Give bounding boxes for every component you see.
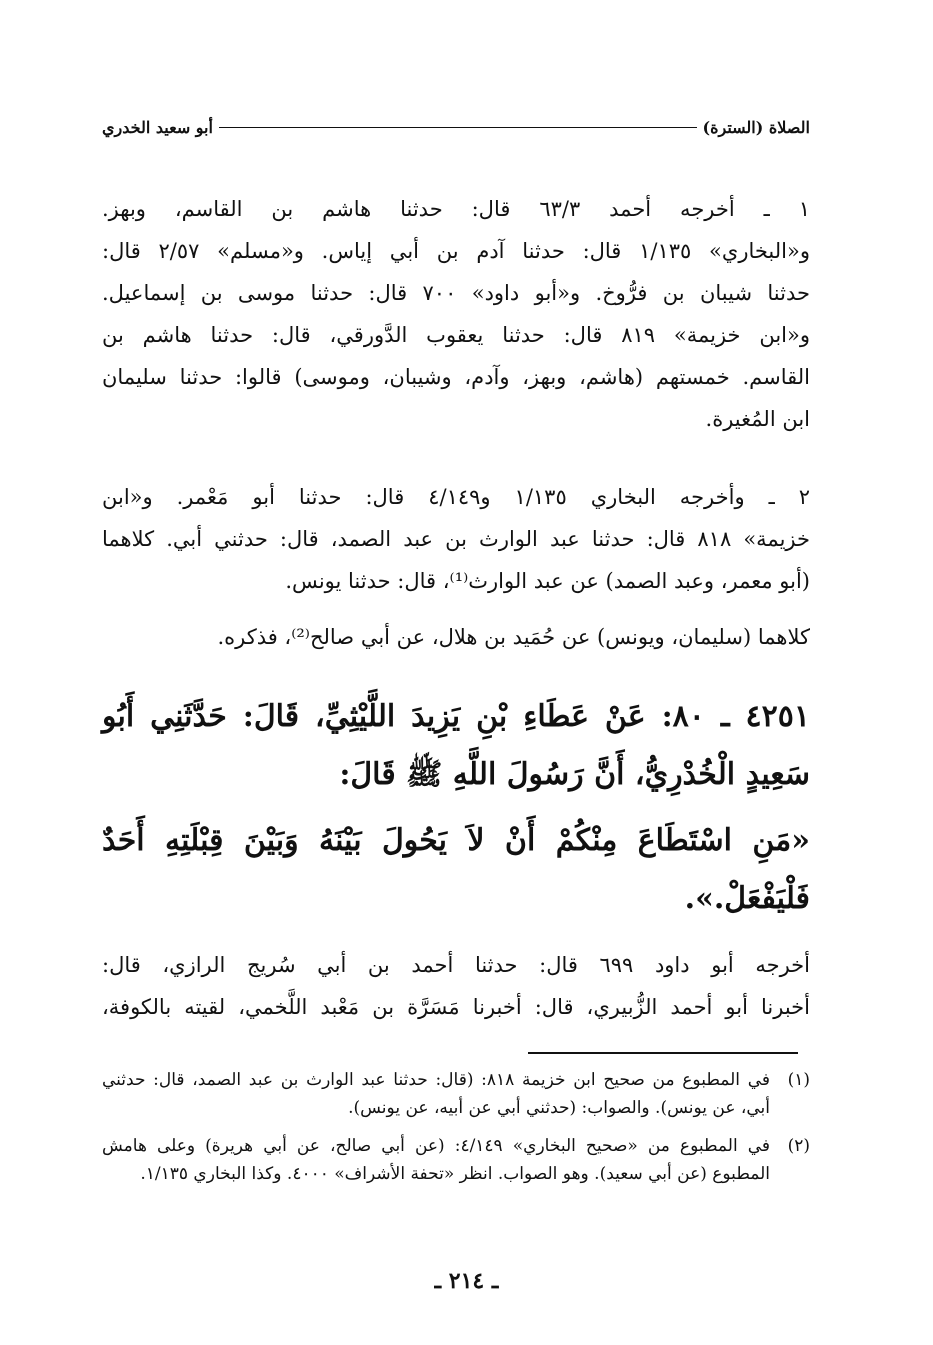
page-number: ـ ٢١٤ ـ xyxy=(434,1268,499,1294)
running-header xyxy=(102,112,810,142)
text-line: كلاهما (سليمان، ويونس) عن حُمَيد بن هلال، عن أبي صالح⁽²⁾، فذكره. xyxy=(217,625,810,649)
footnotes xyxy=(102,1066,810,1198)
takhrij-paragraph-3 xyxy=(102,944,810,1028)
text-line: (أبو معمر، وعبد الصمد) عن عبد الوارث⁽¹⁾، قال: حدثنا يونس. xyxy=(285,569,810,593)
text-line: ١ ـ أخرجه أحمد ٦٣/٣ قال: حدثنا هاشم بن القاسم، وبهز. xyxy=(102,197,810,221)
footnote-text: في المطبوع من صحيح ابن خزيمة ٨١٨: (قال: حدثنا عبد الوارث بن عبد الصمد، قال: حدثني أبي، عن يونس). والصواب: (حدثني أبي عن أبيه، عن يونس). xyxy=(102,1070,771,1118)
header-chapter-title: الصلاة (السترة) xyxy=(702,117,810,137)
footnote-number: (٢) xyxy=(787,1136,810,1156)
takhrij-paragraph-1 xyxy=(102,188,810,440)
kilahuma-line xyxy=(102,616,810,658)
text-line: خزيمة» ٨١٨ قال: حدثنا عبد الوارث بن عبد الصمد، قال: حدثني أبي. كلاهما xyxy=(102,527,810,551)
hadith-line: سَعِيدٍ الْخُدْرِيُّ، أَنَّ رَسُولَ اللَّهِ ﷺ قَالَ: xyxy=(339,757,810,792)
footnote-number: (١) xyxy=(787,1070,810,1090)
text-line: ابن المُغيرة. xyxy=(705,407,810,431)
text-line: و«البخاري» ١/١٣٥ قال: حدثنا آدم بن أبي إياس. و«مسلم» ٢/٥٧ قال: xyxy=(102,239,810,263)
text-line: ٢ ـ وأخرجه البخاري ١/١٣٥ و٤/١٤٩ قال: حدثنا أبو مَعْمر. و«ابن xyxy=(102,485,810,509)
text-line: أخبرنا أبو أحمد الزُّبيري، قال: أخبرنا مَسَرَّة بن مَعْبد اللَّخمي، لقيته بالكوفة، xyxy=(102,995,810,1019)
text-line: و«ابن خزيمة» ٨١٩ قال: حدثنا يعقوب الدَّورقي، قال: حدثنا هاشم بن xyxy=(102,323,810,347)
hadith-line: فَلْيَفْعَلْ.». xyxy=(684,881,810,916)
text-line: أخرجه أبو داود ٦٩٩ قال: حدثنا أحمد بن أبي سُريج الرازي، قال: xyxy=(102,953,810,977)
header-rule xyxy=(219,127,697,128)
text-line: القاسم. خمستهم (هاشم، وبهز، وآدم، وشيبان، وموسى) قالوا: حدثنا سليمان xyxy=(102,365,810,389)
header-companion-name: أبو سعيد الخدري xyxy=(102,117,213,137)
footnote-text: في المطبوع من «صحيح البخاري» ٤/١٤٩: (عن أبي صالح، عن أبي هريرة) وعلى هامش المطبوع (عن أبي سعيد). وهو الصواب. انظر «تحفة الأشراف» ٤٠٠٠. وكذا البخاري ١/١٣٥. xyxy=(102,1136,770,1184)
footnote-separator xyxy=(528,1052,798,1054)
footnote-1 xyxy=(102,1066,810,1122)
hadith-line: ٤٢٥١ ـ ٨٠: عَنْ عَطَاءِ بْنِ يَزِيدَ اللَّيْثِيِّ، قَالَ: حَدَّثَنِي أَبُو xyxy=(102,699,810,734)
takhrij-paragraph-2 xyxy=(102,476,810,602)
hadith-line: «مَنِ اسْتَطَاعَ مِنْكُمْ أَنْ لاَ يَحُولَ بَيْنَهُ وَبَيْنَ قِبْلَتِهِ أَحَدٌ xyxy=(102,823,810,858)
hadith-matn xyxy=(102,812,810,928)
footnote-2 xyxy=(102,1132,810,1188)
hadith-isnad xyxy=(102,688,810,804)
text-line: حدثنا شيبان بن فرُّوخ. و«أبو داود» ٧٠٠ قال: حدثنا موسى بن إسماعيل. xyxy=(102,281,810,305)
